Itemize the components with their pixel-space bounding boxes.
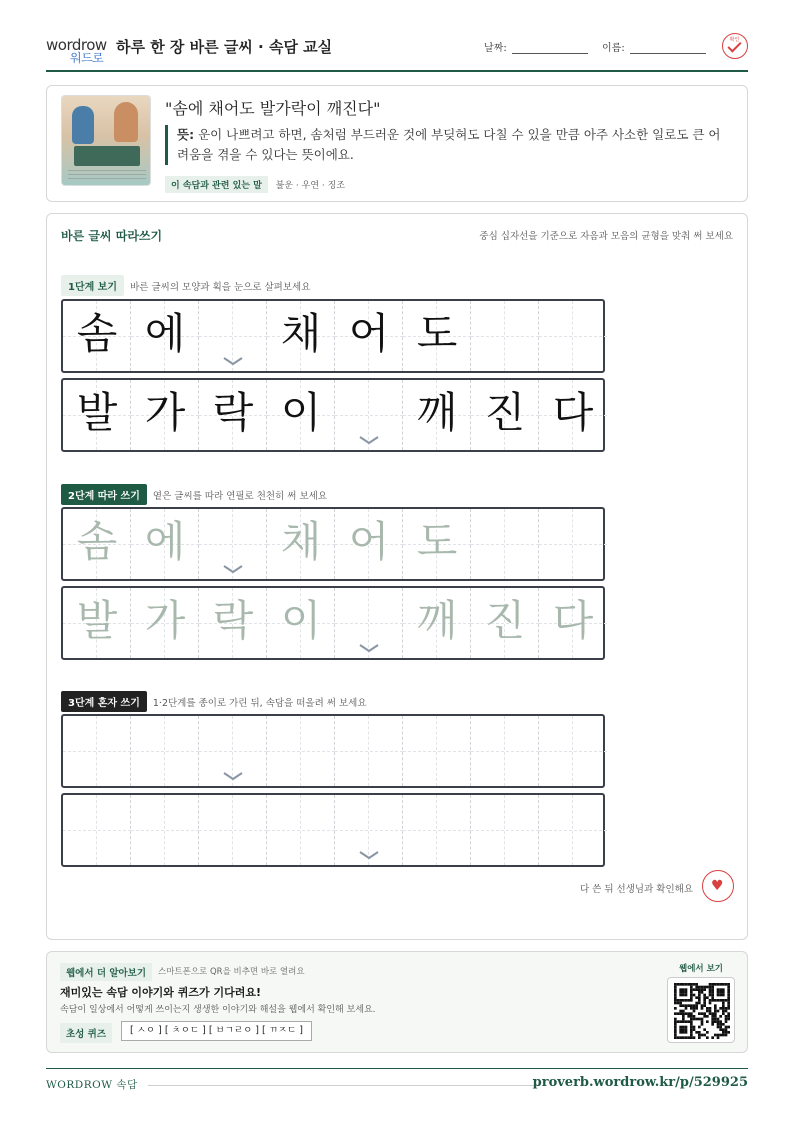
grid-cell[interactable]: [335, 795, 403, 865]
step-3-header: [61, 691, 367, 711]
spacing-chevron-icon: [221, 770, 245, 782]
practice-hint: 중심 십자선을 기준으로 자음과 모음의 균형을 맞춰 써 보세요: [479, 231, 733, 242]
footer: [46, 1068, 748, 1098]
grid-cell: [539, 301, 607, 371]
grid-char: [471, 301, 539, 371]
grid-cell[interactable]: [335, 509, 403, 579]
name-label: 이름:: [602, 43, 625, 54]
grid-char: 채: [280, 517, 322, 566]
spacing-chevron-icon: [357, 434, 381, 446]
grid-step3-row1[interactable]: [61, 714, 605, 788]
grid-step2-row2[interactable]: [61, 586, 605, 660]
quiz-label: 초성 퀴즈: [60, 1023, 112, 1043]
header: [46, 30, 748, 72]
check-stamp-icon: [722, 33, 748, 59]
stamp-text: 확인: [729, 37, 740, 43]
qr-label: 웹에서 보기: [679, 964, 724, 974]
step-1-header: [61, 275, 310, 295]
grid-cell: [199, 301, 267, 371]
spacing-chevron-icon: [221, 355, 245, 367]
grid-cell[interactable]: [471, 716, 539, 786]
footer-url[interactable]: proverb.wordrow.kr/p/529925: [532, 1075, 748, 1090]
quiz-box: [ ㅅㅇ ] [ ㅊㅇㄷ ] [ ㅂㄱㄹㅇ ] [ ㄲㅈㄷ ]: [121, 1021, 312, 1041]
grid-cell[interactable]: [131, 509, 199, 579]
grid-cell[interactable]: [131, 588, 199, 658]
grid-char: 다: [552, 388, 594, 437]
grid-char: 발: [76, 388, 118, 437]
grid-cell[interactable]: [471, 795, 539, 865]
grid-cell[interactable]: [267, 716, 335, 786]
grid-cell: [471, 301, 539, 371]
done-text: 다 쓴 뒤 선생님과 확인해요: [579, 884, 693, 895]
logo-text: wordrow: [46, 36, 107, 54]
grid-cell: [63, 380, 131, 450]
grid-char: [539, 509, 607, 579]
grid-char: 가: [144, 388, 186, 437]
grid-cell[interactable]: [63, 509, 131, 579]
grid-cell: [403, 380, 471, 450]
grid-char: 다: [552, 596, 594, 645]
grid-char: 락: [212, 388, 254, 437]
grid-char: 솜: [76, 517, 118, 566]
grid-step1-row2: [61, 378, 605, 452]
step-1-desc: 바른 글씨의 모양과 획을 눈으로 살펴보세요: [130, 281, 311, 293]
grid-cell: [539, 380, 607, 450]
grid-cell[interactable]: [471, 509, 539, 579]
grid-cell: [403, 301, 471, 371]
step-2-desc: 옅은 글씨를 따라 연필로 천천히 써 보세요: [152, 490, 328, 502]
grid-char: 채: [280, 309, 322, 358]
wordrow-logo[interactable]: [46, 36, 107, 65]
step-1-badge: 1단계 보기: [61, 275, 124, 296]
name-field[interactable]: [630, 53, 706, 54]
web-title: 재미있는 속담 이야기와 퀴즈가 기다려요!: [60, 986, 261, 999]
grid-cell: [199, 380, 267, 450]
proverb-illustration: [61, 95, 151, 186]
grid-cell[interactable]: [539, 716, 607, 786]
grid-cell[interactable]: [335, 716, 403, 786]
grid-char: 도: [416, 309, 458, 358]
grid-char: 깨: [416, 388, 458, 437]
web-sub: 속담이 일상에서 어떻게 쓰이는지 생생한 이야기와 해설을 웹에서 확인해 보세요.: [60, 1005, 376, 1015]
grid-char: 발: [76, 596, 118, 645]
date-field[interactable]: [512, 53, 588, 54]
grid-cell[interactable]: [199, 509, 267, 579]
grid-cell[interactable]: [335, 588, 403, 658]
qr-code-icon[interactable]: [667, 977, 735, 1043]
grid-step3-row2[interactable]: [61, 793, 605, 867]
practice-title: 바른 글씨 따라쓰기: [61, 229, 163, 243]
grid-cell: [131, 380, 199, 450]
grid-cell[interactable]: [131, 795, 199, 865]
grid-cell: [471, 380, 539, 450]
grid-cell[interactable]: [539, 795, 607, 865]
grid-cell[interactable]: [267, 509, 335, 579]
grid-char: 진: [484, 596, 526, 645]
web-panel: [46, 951, 748, 1053]
grid-char: 어: [348, 309, 390, 358]
grid-char: 이: [280, 596, 322, 645]
related-list: 불운 · 우연 · 징조: [275, 181, 345, 191]
site-title: 하루 한 장 바른 글씨 · 속담 교실: [116, 38, 333, 56]
grid-char: 에: [144, 517, 186, 566]
proverb-title: "솜에 채어도 발가락이 깨진다": [165, 99, 381, 118]
grid-cell[interactable]: [471, 588, 539, 658]
step-2-header: [61, 484, 327, 504]
heart-stamp-icon: ♥: [702, 870, 734, 902]
grid-char: 에: [144, 309, 186, 358]
grid-char: 어: [348, 517, 390, 566]
grid-char: 도: [416, 517, 458, 566]
grid-char: 진: [484, 388, 526, 437]
grid-cell: [335, 301, 403, 371]
grid-cell[interactable]: [199, 716, 267, 786]
grid-cell[interactable]: [539, 509, 607, 579]
grid-cell[interactable]: [539, 588, 607, 658]
grid-cell[interactable]: [199, 588, 267, 658]
grid-cell[interactable]: [63, 588, 131, 658]
grid-cell[interactable]: [403, 795, 471, 865]
grid-cell[interactable]: [267, 588, 335, 658]
grid-cell[interactable]: [267, 795, 335, 865]
spacing-chevron-icon: [221, 563, 245, 575]
grid-char: 락: [212, 596, 254, 645]
step-3-desc: 1·2단계를 종이로 가린 뒤, 속담을 떠올려 써 보세요: [152, 697, 367, 709]
spacing-chevron-icon: [357, 849, 381, 861]
logo-kr: 워드로: [70, 51, 104, 65]
grid-cell[interactable]: [403, 716, 471, 786]
meaning-label: 뜻:: [177, 127, 195, 142]
proverb-card: [46, 85, 748, 202]
grid-cell[interactable]: [131, 716, 199, 786]
grid-step2-row1[interactable]: [61, 507, 605, 581]
web-hint: 스마트폰으로 QR을 비추면 바로 열려요: [158, 967, 305, 977]
practice-section: [46, 213, 748, 940]
grid-char: [471, 509, 539, 579]
grid-cell[interactable]: [403, 509, 471, 579]
step-3-badge: 3단계 혼자 쓰기: [61, 691, 147, 712]
step-2-badge: 2단계 따라 쓰기: [61, 484, 147, 505]
grid-cell: [335, 380, 403, 450]
grid-cell: [131, 301, 199, 371]
date-label: 날짜:: [484, 43, 507, 54]
grid-char: 가: [144, 596, 186, 645]
grid-step1-row1: [61, 299, 605, 373]
meaning-text: 운이 나쁘려고 하면, 솜처럼 부드러운 것에 부딪혀도 다칠 수 있을 만큼 아주 사소한 일로도 큰 어려움을 겪을 수 있다는 뜻이에요.: [177, 127, 721, 162]
proverb-meaning: [165, 125, 725, 165]
related-label: 이 속담과 관련 있는 말: [165, 176, 268, 193]
grid-char: 솜: [76, 309, 118, 358]
grid-char: [539, 301, 607, 371]
web-badge: 웹에서 더 알아보기: [60, 963, 152, 981]
grid-cell[interactable]: [199, 795, 267, 865]
grid-char: 깨: [416, 596, 458, 645]
related-words: [165, 176, 345, 193]
grid-cell[interactable]: [63, 795, 131, 865]
spacing-chevron-icon: [357, 642, 381, 654]
grid-cell: [63, 301, 131, 371]
grid-cell[interactable]: [63, 716, 131, 786]
grid-cell[interactable]: [403, 588, 471, 658]
grid-cell: [267, 301, 335, 371]
footer-brand: WORDROW 속담: [46, 1079, 138, 1091]
grid-char: 이: [280, 388, 322, 437]
grid-cell: [267, 380, 335, 450]
